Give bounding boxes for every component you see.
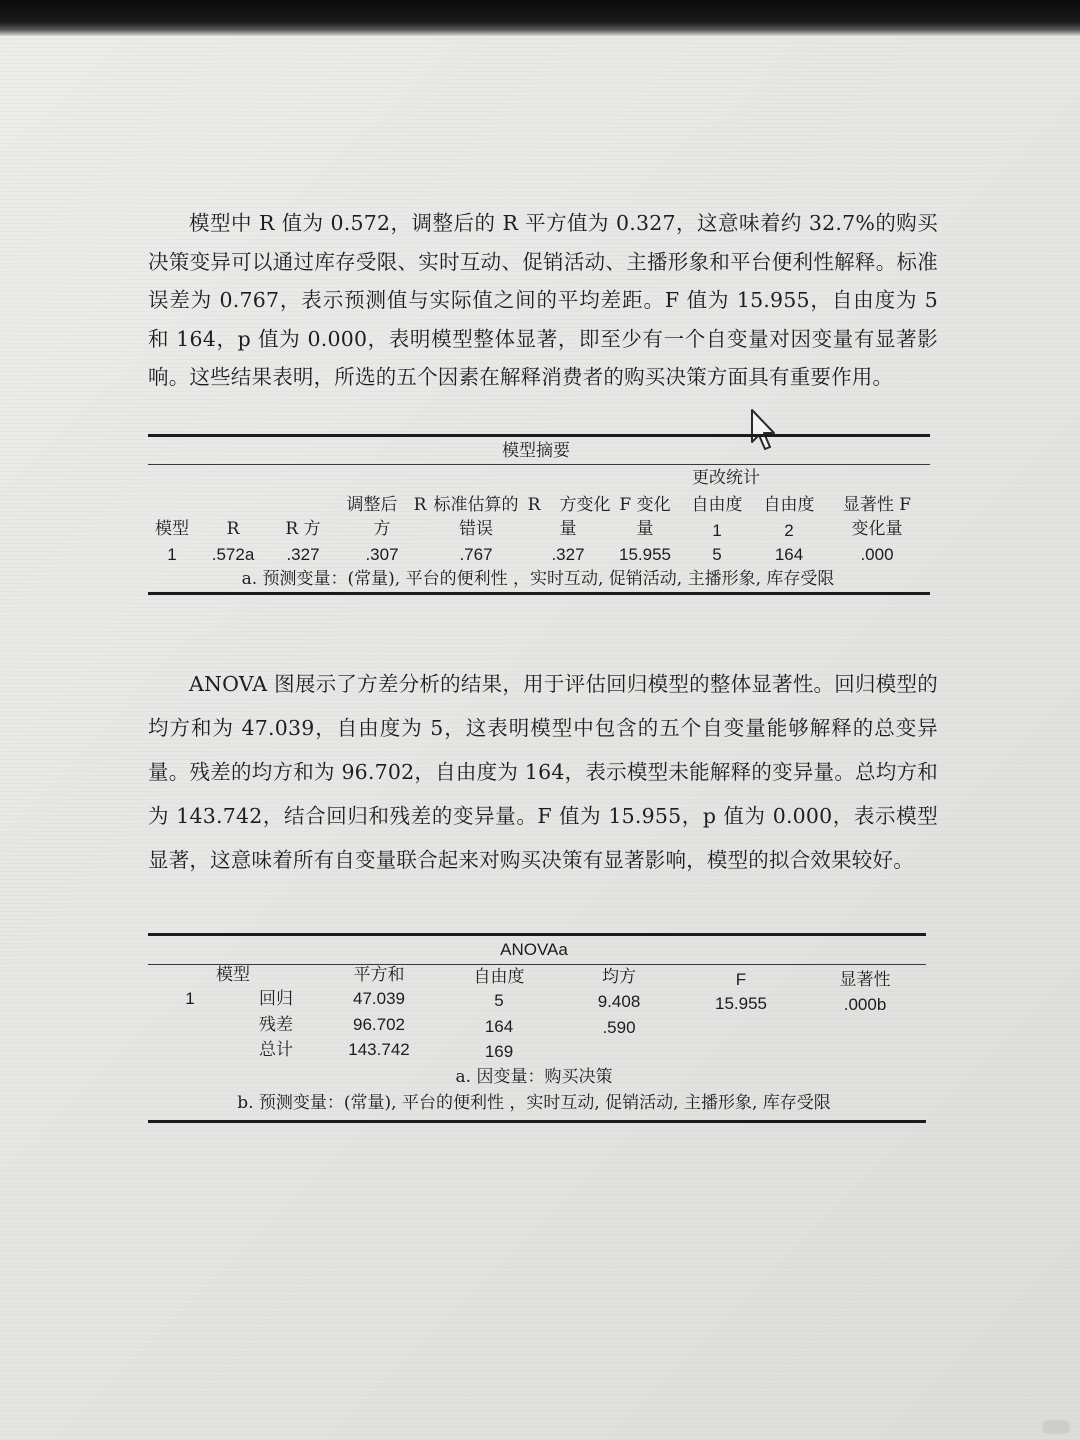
anova-row-label: 残差 [259, 1015, 293, 1035]
header-se-line2: 错误 [459, 519, 493, 539]
header-fchange-line1: F 变化 [619, 495, 671, 515]
anova-row-sig: .000b [843, 995, 887, 1014]
mouse-pointer-icon [748, 408, 778, 452]
anova-header-ms: 均方 [602, 967, 636, 987]
header-model: 模型 [155, 519, 189, 539]
anova-row-f: 15.955 [715, 994, 767, 1013]
anova-row-ms: .590 [602, 1018, 636, 1037]
anova-bottom-rule [148, 1120, 926, 1123]
header-fchange-line2: 量 [636, 519, 654, 539]
change-statistics-header: 更改统计 [692, 468, 760, 488]
anova-row-ss: 47.039 [353, 989, 405, 1008]
anova-header-ss: 平方和 [353, 965, 405, 985]
header-df1-line2: 1 [712, 521, 722, 540]
header-r2: R 方 [285, 519, 321, 539]
model-summary-footnote: a. 预测变量：(常量), 平台的便利性 ，实时互动, 促销活动, 主播形象, 库存受限 [241, 569, 835, 589]
header-df2-line2: 2 [784, 521, 794, 540]
anova-row-label: 回归 [259, 989, 293, 1009]
model-summary-title: 模型摘要 [502, 441, 570, 461]
header-adj-r2-r: R [413, 495, 427, 515]
anova-header-f: F [735, 970, 747, 989]
screen-top-bezel [0, 0, 1080, 36]
header-adj-r2-line2: 方 [373, 519, 391, 539]
header-df2-line1: 自由度 [763, 495, 815, 515]
anova-header-model: 模型 [216, 965, 250, 985]
row-df2: 164 [774, 545, 804, 564]
header-se-r: R [527, 495, 541, 515]
anova-model-number: 1 [185, 989, 195, 1008]
anova-row-ss: 143.742 [348, 1040, 410, 1059]
header-sigf-line2: 变化量 [851, 519, 903, 539]
header-df1-line1: 自由度 [691, 495, 743, 515]
anova-row-df: 5 [494, 991, 504, 1010]
anova-row-ss: 96.702 [353, 1015, 405, 1034]
anova-header-sig: 显著性 [839, 970, 891, 990]
header-se-line1: 标准估算的 [433, 495, 519, 515]
header-sigf-line1: 显著性 F [842, 495, 912, 515]
row-fchange: 15.955 [619, 545, 671, 564]
paragraph-model-summary: 模型中 R 值为 0.572，调整后的 R 平方值为 0.327，这意味着约 32.7%的购买决策变异可以通过库存受限、实时互动、促销活动、主播形象和平台便利性解释。标准误差为 0.767，表示预测值与实际值之间的平均差距。F 值为 15.955，自由度为 5 和 164，p 值为 0.000，表明模型整体显著，即至少有一个自变量对因变量有显著影响。这些结果表明，所选的五个因素在解释消费者的购买决策方面具有重要作用。 [148, 211, 938, 389]
row-df1: 5 [712, 545, 722, 564]
anova-row-ms: 9.408 [597, 992, 641, 1011]
title-rule [148, 464, 930, 465]
table-top-rule [148, 434, 930, 437]
document-page [0, 36, 1080, 1440]
row-r: .572a [211, 545, 255, 564]
anova-title: ANOVAa [500, 940, 568, 959]
row-r2change: .327 [551, 545, 585, 564]
table-bottom-rule [148, 592, 930, 595]
anova-footnote-b: b. 预测变量：(常量), 平台的便利性 ，实时互动, 促销活动, 主播形象, 库存受限 [237, 1093, 831, 1113]
header-r: R [226, 519, 240, 539]
anova-footnote-a: a. 因变量：购买决策 [455, 1067, 613, 1087]
header-adj-r2-line1: 调整后 [346, 495, 398, 515]
anova-title-rule [148, 964, 926, 965]
row-model: 1 [167, 545, 177, 564]
watermark-badge [1042, 1420, 1070, 1434]
header-r2change-line1: 方变化 [559, 495, 611, 515]
anova-row-df: 169 [484, 1042, 514, 1061]
row-se: .767 [459, 545, 493, 564]
header-r2change-line2: 量 [559, 519, 577, 539]
row-sigf: .000 [860, 545, 894, 564]
anova-row-df: 164 [484, 1017, 514, 1036]
anova-header-df: 自由度 [473, 967, 525, 987]
paragraph-anova: ANOVA 图展示了方差分析的结果，用于评估回归模型的整体显著性。回归模型的均方和为 47.039，自由度为 5，这表明模型中包含的五个自变量能够解释的总变异量。残差的均方和为 96.702，自由度为 164，表示模型未能解释的变异量。总均方和为 143.742，结合回归和残差的变异量。F 值为 15.955，p 值为 0.000，表示模型显著，这意味着所有自变量联合起来对购买决策有显著影响，模型的拟合效果较好。 [148, 672, 938, 872]
row-r2: .327 [286, 545, 320, 564]
anova-row-label: 总计 [259, 1040, 293, 1060]
anova-top-rule [148, 933, 926, 936]
row-adj-r2: .307 [365, 545, 399, 564]
